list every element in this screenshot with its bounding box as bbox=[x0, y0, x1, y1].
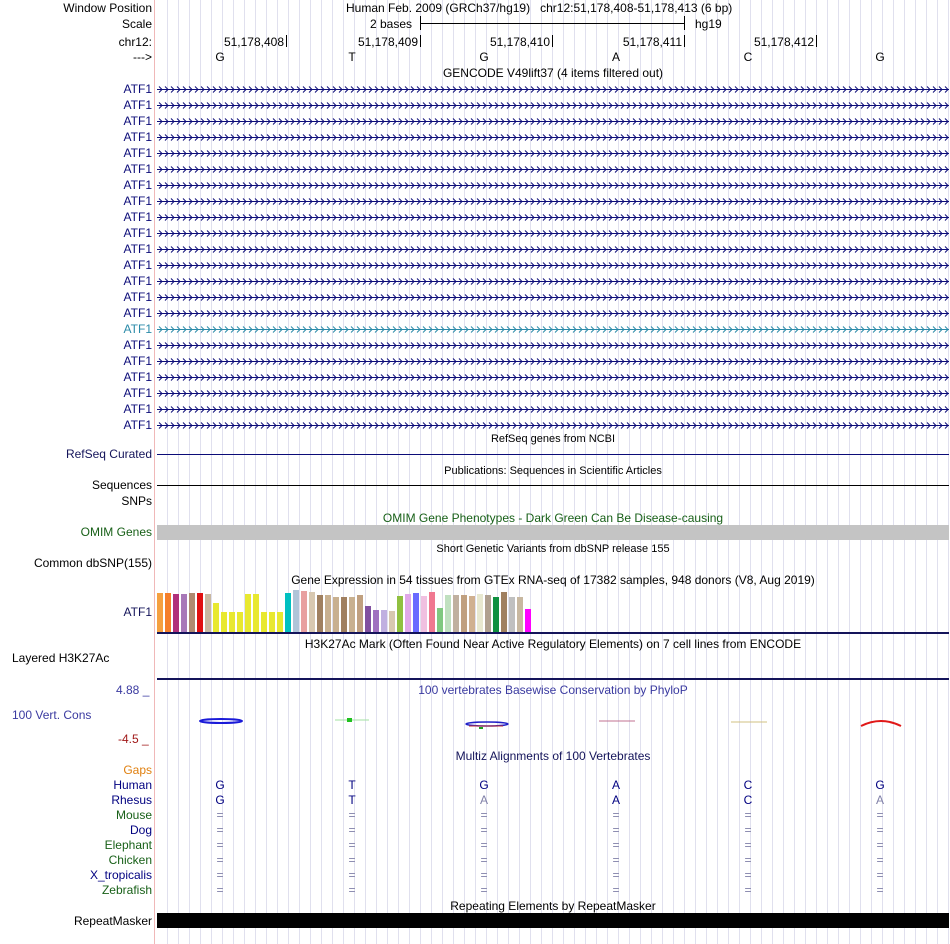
gtex-tissue-bar[interactable] bbox=[413, 593, 419, 632]
gtex-tissue-bar[interactable] bbox=[445, 595, 451, 632]
phylop-plot[interactable] bbox=[157, 700, 949, 740]
h3k27ac-track-label[interactable]: Layered H3K27Ac bbox=[12, 651, 110, 665]
gtex-tissue-bar[interactable] bbox=[357, 595, 363, 632]
multiz-base: A bbox=[611, 778, 620, 792]
gtex-tissue-bar[interactable] bbox=[245, 594, 251, 632]
multiz-base: = bbox=[480, 868, 488, 882]
multiz-base: = bbox=[612, 883, 620, 897]
gtex-gene-label[interactable]: ATF1 bbox=[123, 605, 152, 619]
refseq-track-title: RefSeq genes from NCBI bbox=[490, 433, 616, 445]
multiz-base: C bbox=[743, 778, 753, 792]
gtex-tissue-bar[interactable] bbox=[189, 593, 195, 632]
gtex-tissue-bar[interactable] bbox=[205, 594, 211, 632]
multiz-base: = bbox=[480, 838, 488, 852]
coordinate-tick bbox=[816, 35, 817, 47]
gtex-tissue-bar[interactable] bbox=[221, 612, 227, 632]
gencode-transcript-label[interactable]: ATF1 bbox=[123, 290, 152, 304]
gtex-tissue-bar[interactable] bbox=[349, 597, 355, 632]
gtex-tissue-bar[interactable] bbox=[373, 610, 379, 632]
gencode-transcript-label[interactable]: ATF1 bbox=[123, 354, 152, 368]
gencode-chevrons bbox=[157, 293, 949, 302]
gtex-track-title: Gene Expression in 54 tissues from GTEx RNA-seq of 17382 samples, 948 donors (V8, Aug 2019) bbox=[291, 573, 815, 587]
scale-bar-right-tick bbox=[684, 16, 685, 30]
multiz-species-label[interactable]: Rhesus bbox=[111, 793, 152, 807]
gencode-chevrons bbox=[157, 229, 949, 238]
multiz-base: T bbox=[348, 778, 356, 792]
gencode-transcript-row[interactable] bbox=[157, 149, 949, 158]
gencode-transcript-label[interactable]: ATF1 bbox=[123, 210, 152, 224]
multiz-base: G bbox=[875, 778, 885, 792]
gencode-transcript-label[interactable]: ATF1 bbox=[123, 258, 152, 272]
multiz-base: = bbox=[744, 883, 752, 897]
coordinate-tick bbox=[552, 35, 553, 47]
gtex-tissue-bar[interactable] bbox=[365, 606, 371, 632]
gencode-chevrons bbox=[157, 85, 949, 94]
gtex-tissue-bar[interactable] bbox=[421, 596, 427, 632]
gtex-tissue-bar[interactable] bbox=[197, 593, 203, 632]
multiz-base: = bbox=[480, 823, 488, 837]
gtex-tissue-bar[interactable] bbox=[477, 594, 483, 632]
phylop-mark-6 bbox=[861, 721, 901, 726]
coordinate-tick bbox=[286, 35, 287, 47]
coordinate-label: 51,178,409 bbox=[357, 35, 418, 49]
chrom-label: chr12: bbox=[118, 35, 152, 49]
gtex-tissue-bar[interactable] bbox=[301, 591, 307, 632]
multiz-base: = bbox=[876, 868, 884, 882]
gencode-track-title: GENCODE V49lift37 (4 items filtered out) bbox=[442, 66, 664, 80]
gtex-tissue-bar[interactable] bbox=[381, 610, 387, 632]
multiz-species-label[interactable]: Chicken bbox=[108, 853, 152, 867]
multiz-base: = bbox=[348, 823, 356, 837]
multiz-base: = bbox=[216, 853, 224, 867]
reference-base: G bbox=[479, 50, 489, 64]
gencode-transcript-label[interactable]: ATF1 bbox=[123, 242, 152, 256]
multiz-base: = bbox=[348, 838, 356, 852]
gtex-tissue-bar[interactable] bbox=[469, 596, 475, 632]
scale-bar bbox=[420, 23, 684, 24]
gencode-transcript-label[interactable]: ATF1 bbox=[123, 274, 152, 288]
coordinate-label: 51,178,412 bbox=[753, 35, 814, 49]
multiz-base: G bbox=[215, 793, 225, 807]
gtex-baseline bbox=[157, 632, 949, 634]
gencode-transcript-label[interactable]: ATF1 bbox=[123, 82, 152, 96]
gencode-transcript-label[interactable]: ATF1 bbox=[123, 162, 152, 176]
gencode-transcript-row[interactable] bbox=[157, 405, 949, 414]
multiz-species-label[interactable]: Dog bbox=[129, 823, 152, 837]
gencode-transcript-label[interactable]: ATF1 bbox=[123, 306, 152, 320]
reference-base: A bbox=[611, 50, 620, 64]
multiz-base: A bbox=[875, 793, 884, 807]
gtex-tissue-bar[interactable] bbox=[317, 595, 323, 632]
gencode-transcript-row[interactable] bbox=[157, 421, 949, 430]
multiz-gaps-label[interactable]: Gaps bbox=[123, 763, 152, 777]
multiz-base: = bbox=[348, 853, 356, 867]
multiz-base: G bbox=[215, 778, 225, 792]
multiz-base: = bbox=[612, 853, 620, 867]
gencode-transcript-label[interactable]: ATF1 bbox=[123, 98, 152, 112]
gencode-transcript-row[interactable] bbox=[157, 245, 949, 254]
multiz-base: = bbox=[480, 808, 488, 822]
gencode-chevrons bbox=[157, 405, 949, 414]
reference-base: C bbox=[743, 50, 753, 64]
gtex-tissue-bar[interactable] bbox=[293, 590, 299, 632]
multiz-base: = bbox=[612, 838, 620, 852]
gencode-transcript-row[interactable] bbox=[157, 213, 949, 222]
gtex-tissue-bar[interactable] bbox=[285, 593, 291, 632]
gencode-chevrons bbox=[157, 133, 949, 142]
phylop-max-label: 4.88 _ bbox=[116, 683, 150, 697]
gtex-tissue-bar[interactable] bbox=[525, 609, 531, 632]
gencode-chevrons bbox=[157, 117, 949, 126]
multiz-base: = bbox=[876, 883, 884, 897]
gencode-transcript-label[interactable]: ATF1 bbox=[123, 178, 152, 192]
h3k27ac-track-title: H3K27Ac Mark (Often Found Near Active Regulatory Elements) on 7 cell lines from ENCODE bbox=[304, 637, 802, 651]
coordinate-tick bbox=[420, 35, 421, 47]
gencode-transcript-row[interactable] bbox=[157, 181, 949, 190]
multiz-base: = bbox=[876, 838, 884, 852]
gencode-transcript-row[interactable] bbox=[157, 373, 949, 382]
multiz-base: = bbox=[744, 823, 752, 837]
gtex-tissue-bar[interactable] bbox=[157, 593, 163, 632]
scale-bases: 2 bases bbox=[370, 17, 413, 31]
repeatmasker-track-label[interactable]: RepeatMasker bbox=[73, 914, 152, 928]
phylop-mark-3c bbox=[479, 727, 483, 729]
gtex-tissue-bar[interactable] bbox=[341, 597, 347, 632]
gencode-transcript-row[interactable] bbox=[157, 357, 949, 366]
gencode-chevrons bbox=[157, 325, 949, 334]
gencode-chevrons bbox=[157, 165, 949, 174]
snps-track-label[interactable]: SNPs bbox=[121, 494, 152, 508]
gencode-transcript-label[interactable]: ATF1 bbox=[123, 370, 152, 384]
multiz-base: = bbox=[744, 808, 752, 822]
publications-track-title: Publications: Sequences in Scientific Articles bbox=[444, 465, 662, 477]
refseq-track-label[interactable]: RefSeq Curated bbox=[65, 447, 152, 461]
gtex-tissue-bar[interactable] bbox=[429, 592, 435, 632]
gtex-tissue-bar[interactable] bbox=[213, 603, 219, 632]
multiz-base: = bbox=[216, 868, 224, 882]
publications-track-label[interactable]: Sequences bbox=[91, 478, 152, 492]
gtex-tissue-bar[interactable] bbox=[333, 597, 339, 632]
label-divider bbox=[154, 0, 155, 944]
gencode-transcript-row[interactable] bbox=[157, 389, 949, 398]
gencode-chevrons bbox=[157, 277, 949, 286]
gtex-tissue-bar[interactable] bbox=[461, 595, 467, 632]
gencode-transcript-label[interactable]: ATF1 bbox=[123, 146, 152, 160]
multiz-base: = bbox=[216, 808, 224, 822]
gencode-chevrons bbox=[157, 197, 949, 206]
multiz-base: = bbox=[876, 823, 884, 837]
phylop-track-title: 100 vertebrates Basewise Conservation by PhyloP bbox=[418, 683, 688, 697]
gtex-tissue-bar[interactable] bbox=[181, 594, 187, 632]
coordinate-tick bbox=[684, 35, 685, 47]
gencode-transcript-row[interactable] bbox=[157, 229, 949, 238]
coordinate-label: 51,178,408 bbox=[223, 35, 284, 49]
multiz-base: = bbox=[744, 853, 752, 867]
gtex-tissue-bar[interactable] bbox=[173, 594, 179, 632]
window-position-value: Human Feb. 2009 (GRCh37/hg19) chr12:51,178,408-51,178,413 (6 bp) bbox=[346, 1, 733, 15]
reference-base: G bbox=[215, 50, 225, 64]
multiz-base: C bbox=[743, 793, 753, 807]
multiz-base: = bbox=[216, 838, 224, 852]
multiz-base: = bbox=[216, 883, 224, 897]
gtex-tissue-bar[interactable] bbox=[277, 612, 283, 632]
gencode-transcript-row[interactable] bbox=[157, 197, 949, 206]
multiz-species-label[interactable]: Mouse bbox=[115, 808, 152, 822]
multiz-species-label[interactable]: Elephant bbox=[104, 838, 152, 852]
gencode-transcript-row[interactable] bbox=[157, 117, 949, 126]
gencode-chevrons bbox=[157, 149, 949, 158]
multiz-base: = bbox=[348, 868, 356, 882]
multiz-species-label[interactable]: Human bbox=[113, 778, 152, 792]
gencode-chevrons bbox=[157, 373, 949, 382]
omim-track-label[interactable]: OMIM Genes bbox=[80, 525, 152, 539]
gtex-tissue-bar[interactable] bbox=[453, 595, 459, 632]
gtex-tissue-bar[interactable] bbox=[517, 597, 523, 632]
dbsnp-track-title: Short Genetic Variants from dbSNP release 155 bbox=[436, 543, 670, 555]
strand-label: ---> bbox=[133, 50, 152, 64]
coordinate-label: 51,178,410 bbox=[489, 35, 550, 49]
multiz-base: = bbox=[744, 868, 752, 882]
gencode-transcript-label[interactable]: ATF1 bbox=[123, 130, 152, 144]
gencode-transcript-label[interactable]: ATF1 bbox=[123, 418, 152, 432]
gencode-chevrons bbox=[157, 341, 949, 350]
repeatmasker-bar[interactable] bbox=[157, 913, 949, 928]
gencode-transcript-label[interactable]: ATF1 bbox=[123, 402, 152, 416]
gencode-chevrons bbox=[157, 389, 949, 398]
gencode-chevrons bbox=[157, 181, 949, 190]
gencode-transcript-row[interactable] bbox=[157, 133, 949, 142]
gencode-transcript-label[interactable]: ATF1 bbox=[123, 338, 152, 352]
gencode-chevrons bbox=[157, 421, 949, 430]
phylop-mark-2b bbox=[347, 718, 352, 722]
multiz-base: = bbox=[876, 853, 884, 867]
gtex-tissue-bar[interactable] bbox=[437, 608, 443, 632]
gtex-tissue-bar[interactable] bbox=[229, 612, 235, 632]
multiz-base: = bbox=[612, 808, 620, 822]
gtex-tissue-bar[interactable] bbox=[509, 597, 515, 632]
gencode-transcript-label[interactable]: ATF1 bbox=[123, 114, 152, 128]
gencode-transcript-row[interactable] bbox=[157, 101, 949, 110]
gencode-transcript-row[interactable] bbox=[157, 309, 949, 318]
gencode-transcript-row[interactable] bbox=[157, 277, 949, 286]
publications-line[interactable] bbox=[157, 485, 949, 486]
scale-assembly: hg19 bbox=[695, 17, 722, 31]
gencode-transcript-row[interactable] bbox=[157, 85, 949, 94]
gtex-tissue-bar[interactable] bbox=[397, 596, 403, 632]
gtex-tissue-bar[interactable] bbox=[237, 612, 243, 632]
gtex-tissue-bar[interactable] bbox=[325, 595, 331, 632]
gtex-tissue-bar[interactable] bbox=[493, 597, 499, 632]
coordinate-label: 51,178,411 bbox=[622, 35, 682, 49]
gtex-tissue-bar[interactable] bbox=[269, 612, 275, 632]
repeatmasker-track-title: Repeating Elements by RepeatMasker bbox=[450, 899, 656, 913]
h3k27ac-baseline bbox=[157, 678, 949, 680]
multiz-base: = bbox=[480, 883, 488, 897]
gtex-tissue-bar[interactable] bbox=[309, 592, 315, 632]
gtex-tissue-bar[interactable] bbox=[405, 594, 411, 632]
multiz-base: A bbox=[611, 793, 620, 807]
gtex-tissue-bar[interactable] bbox=[501, 592, 507, 632]
multiz-base: = bbox=[216, 823, 224, 837]
gencode-transcript-row[interactable] bbox=[157, 341, 949, 350]
multiz-base: = bbox=[348, 808, 356, 822]
gencode-transcript-label[interactable]: ATF1 bbox=[123, 194, 152, 208]
reference-base: T bbox=[348, 50, 356, 64]
window-position-label: Window Position bbox=[63, 1, 152, 15]
multiz-track-title: Multiz Alignments of 100 Vertebrates bbox=[455, 749, 651, 763]
omim-track-title: OMIM Gene Phenotypes - Dark Green Can Be Disease-causing bbox=[382, 511, 724, 525]
multiz-base: = bbox=[744, 838, 752, 852]
gtex-tissue-bar[interactable] bbox=[165, 593, 171, 632]
gencode-chevrons bbox=[157, 261, 949, 270]
multiz-base: = bbox=[480, 853, 488, 867]
gencode-chevrons bbox=[157, 357, 949, 366]
gencode-chevrons bbox=[157, 245, 949, 254]
multiz-base: = bbox=[876, 808, 884, 822]
phylop-track-label[interactable]: 100 Vert. Cons bbox=[12, 708, 92, 722]
multiz-base: A bbox=[479, 793, 488, 807]
gencode-chevrons bbox=[157, 213, 949, 222]
gencode-transcript-row[interactable] bbox=[157, 261, 949, 270]
multiz-species-label[interactable]: X_tropicalis bbox=[89, 868, 152, 882]
gencode-chevrons bbox=[157, 101, 949, 110]
gencode-transcript-label[interactable]: ATF1 bbox=[123, 226, 152, 240]
reference-base: G bbox=[875, 50, 885, 64]
gencode-transcript-label[interactable]: ATF1 bbox=[123, 322, 152, 336]
refseq-gene-line[interactable] bbox=[157, 454, 949, 455]
multiz-base: G bbox=[479, 778, 489, 792]
multiz-base: = bbox=[348, 883, 356, 897]
dbsnp-track-label[interactable]: Common dbSNP(155) bbox=[33, 556, 152, 570]
multiz-base: T bbox=[348, 793, 356, 807]
scale-label: Scale bbox=[121, 17, 152, 31]
multiz-base: = bbox=[612, 823, 620, 837]
multiz-species-label[interactable]: Zebrafish bbox=[101, 883, 152, 897]
gencode-transcript-label[interactable]: ATF1 bbox=[123, 386, 152, 400]
phylop-mark-1 bbox=[200, 719, 242, 723]
gtex-tissue-bar[interactable] bbox=[485, 595, 491, 632]
omim-gene-bar[interactable] bbox=[157, 525, 949, 540]
gencode-transcript-row[interactable] bbox=[157, 165, 949, 174]
gencode-transcript-row[interactable] bbox=[157, 325, 949, 334]
gencode-chevrons bbox=[157, 309, 949, 318]
phylop-mark-3 bbox=[466, 722, 508, 726]
gtex-tissue-bar[interactable] bbox=[261, 612, 267, 632]
gencode-transcript-row[interactable] bbox=[157, 293, 949, 302]
gtex-tissue-bar[interactable] bbox=[253, 594, 259, 632]
phylop-min-label: -4.5 _ bbox=[118, 732, 149, 746]
multiz-base: = bbox=[612, 868, 620, 882]
gtex-tissue-bar[interactable] bbox=[389, 611, 395, 632]
